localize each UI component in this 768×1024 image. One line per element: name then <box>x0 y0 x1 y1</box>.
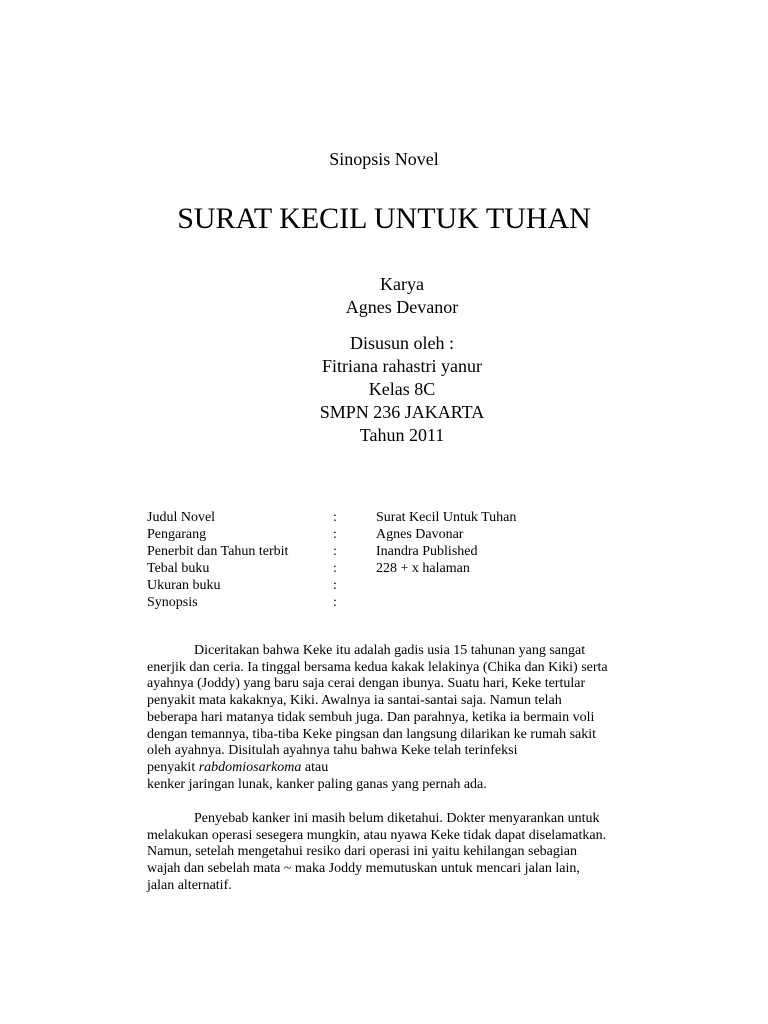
info-label: Pengarang <box>147 527 207 542</box>
paragraph-line: melakukan operasi sesegera mungkin, atau nyawa Keke tidak dapat diselamatkan. <box>147 827 607 843</box>
paragraph-line: kenker jaringan lunak, kanker paling ganas yang pernah ada. <box>147 776 487 792</box>
compiler-school: SMPN 236 JAKARTA <box>319 402 485 422</box>
author-name: Agnes Devanor <box>345 297 459 317</box>
compiler-block <box>0 332 768 447</box>
author-block <box>0 273 768 319</box>
paragraph-line <box>147 760 667 777</box>
paragraph-line: Namun, setelah mengetahui resiko dari operasi ini yaitu kehilangan sebagian <box>147 844 577 860</box>
compiler-year: Tahun 2011 <box>359 425 445 445</box>
author-intro: Karya <box>380 274 424 294</box>
line-suffix: atau <box>301 759 329 775</box>
info-row-publisher <box>147 543 627 560</box>
paragraph-line: ayahnya (Joddy) yang baru saja cerai dengan ibunya. Suatu hari, Keke tertular <box>147 676 586 692</box>
info-label: Ukuran buku <box>147 578 221 593</box>
paragraph-line: oleh ayahnya. Disitulah ayahnya tahu bahwa Keke telah terinfeksi <box>147 743 518 759</box>
paragraph-line: enerjik dan ceria. Ia tinggal bersama kedua kakak lelakinya (Chika dan Kiki) serta <box>147 659 608 675</box>
info-colon: : <box>333 595 337 610</box>
info-row-synopsis <box>147 594 627 611</box>
compiler-class: Kelas 8C <box>368 379 436 399</box>
info-row-title <box>147 509 627 526</box>
info-row-pages <box>147 560 627 577</box>
document-title: SURAT KECIL UNTUK TUHAN <box>177 202 591 235</box>
document-subtitle: Sinopsis Novel <box>329 149 439 169</box>
compiler-name: Fitriana rahastri yanur <box>322 356 482 376</box>
synopsis-paragraph-2 <box>147 811 667 895</box>
info-row-size <box>147 577 627 594</box>
info-colon: : <box>333 561 337 576</box>
book-info-table <box>147 509 627 611</box>
info-value: Surat Kecil Untuk Tuhan <box>376 510 517 525</box>
info-colon: : <box>333 510 337 525</box>
paragraph-line: Penyebab kanker ini masih belum diketahui. Dokter menyarankan untuk <box>194 811 600 826</box>
compiler-intro: Disusun oleh : <box>349 333 454 353</box>
info-value: Inandra Published <box>376 544 478 559</box>
info-value: Agnes Davonar <box>376 527 464 542</box>
info-label: Judul Novel <box>147 510 216 525</box>
info-row-author <box>147 526 627 543</box>
synopsis-paragraph-1 <box>147 643 667 793</box>
paragraph-line: dengan temannya, tiba-tiba Keke pingsan dan langsung dilarikan ke rumah sakit <box>147 726 597 742</box>
info-colon: : <box>333 527 337 542</box>
info-value: 228 + x halaman <box>376 561 470 576</box>
disease-term: rabdomiosarkoma <box>198 759 302 775</box>
paragraph-line: penyakit mata kakaknya, Kiki. Awalnya ia santai-santai saja. Namun telah <box>147 693 562 709</box>
info-label: Tebal buku <box>147 561 210 576</box>
paragraph-line: jalan alternatif. <box>147 877 232 893</box>
paragraph-line: wajah dan sebelah mata ~ maka Joddy memutuskan untuk mencari jalan lain, <box>147 861 580 877</box>
paragraph-line: beberapa hari matanya tidak sembuh juga. Dan parahnya, ketika ia bermain voli <box>147 709 595 725</box>
info-label: Penerbit dan Tahun terbit <box>147 544 289 559</box>
info-colon: : <box>333 544 337 559</box>
info-colon: : <box>333 578 337 593</box>
info-label: Synopsis <box>147 595 198 610</box>
line-prefix: penyakit <box>147 759 199 775</box>
paragraph-line: Diceritakan bahwa Keke itu adalah gadis usia 15 tahunan yang sangat <box>194 643 586 658</box>
